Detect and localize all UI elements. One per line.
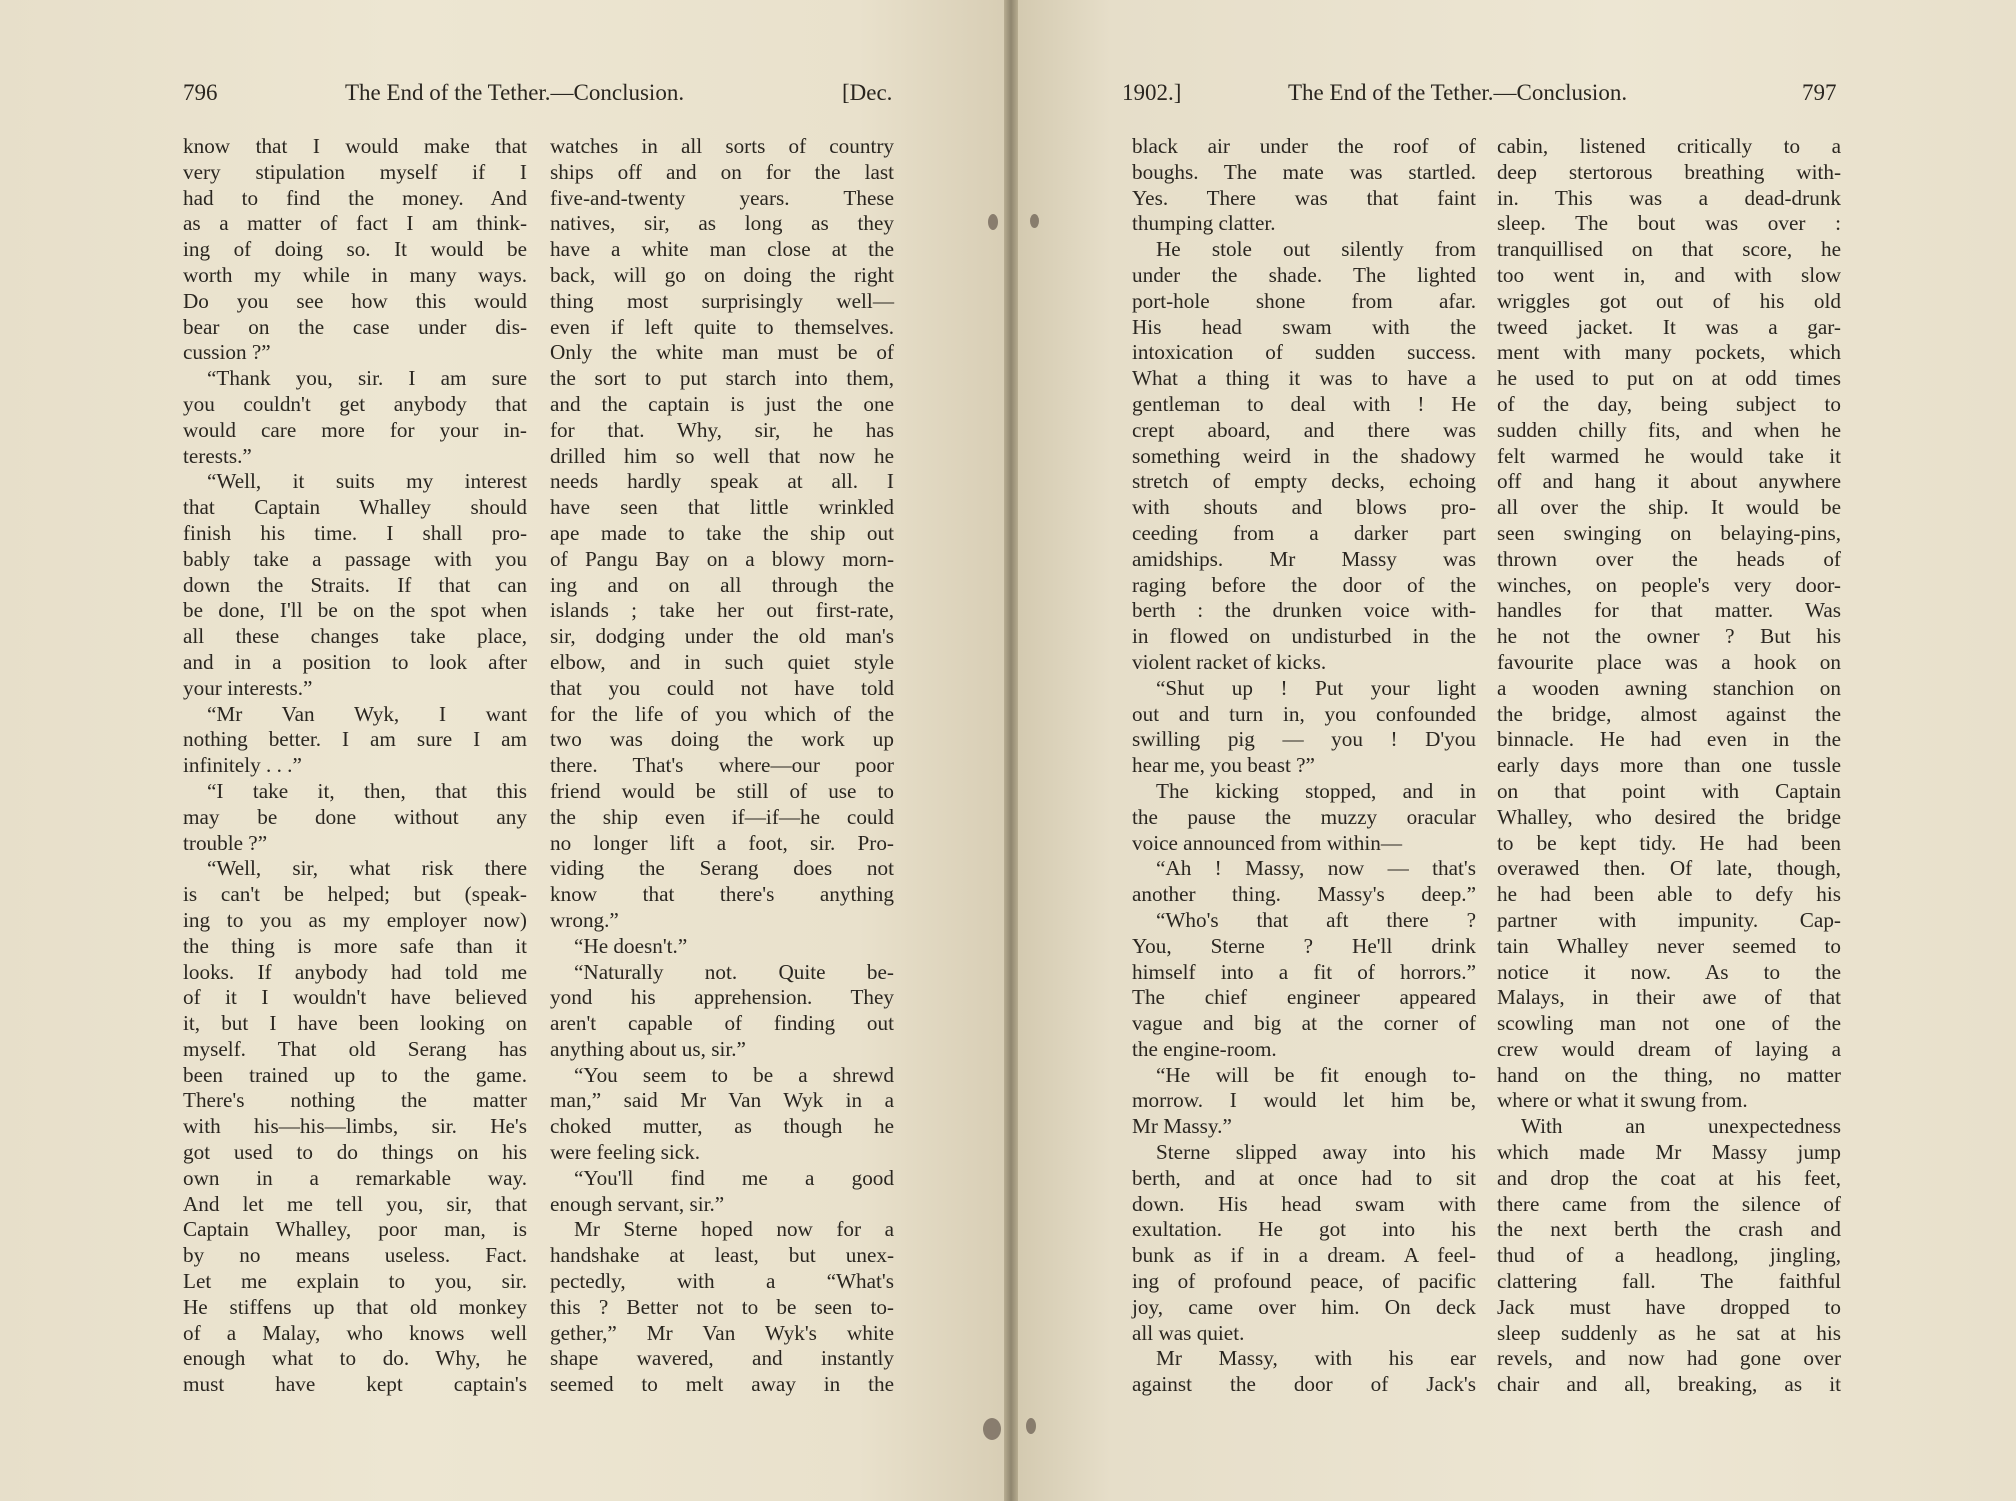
- text-line: Mr Massy, with his ear: [1156, 1346, 1476, 1371]
- text-line: own in a remarkable way.: [183, 1165, 527, 1190]
- text-line: thrown over the heads of: [1497, 546, 1841, 571]
- text-line: stretch of empty decks, echoing: [1132, 469, 1476, 494]
- text-line: ing of profound peace, of pacific: [1132, 1269, 1476, 1294]
- text-line: “He will be fit enough to-: [1156, 1062, 1476, 1087]
- text-line: berth, and at once had to sit: [1132, 1165, 1476, 1190]
- text-line: two was doing the work up: [550, 727, 894, 752]
- text-line: have seen that little wrinkled: [550, 495, 894, 520]
- text-line: raging before the door of the: [1132, 572, 1476, 597]
- text-line: needs hardly speak at all. I: [550, 469, 894, 494]
- text-line: shape wavered, and instantly: [550, 1346, 894, 1371]
- text-line: elbow, and in such quiet style: [550, 649, 894, 674]
- text-line: islands ; take her out first-rate,: [550, 598, 894, 623]
- text-line: partner with impunity. Cap-: [1497, 907, 1841, 932]
- text-line: notice it now. As to the: [1497, 959, 1841, 984]
- text-line: early days more than one tussle: [1497, 753, 1841, 778]
- text-line: seemed to melt away in the: [550, 1372, 894, 1397]
- text-line: “Naturally not. Quite be-: [574, 959, 894, 984]
- text-line: “I take it, then, that this: [207, 778, 527, 803]
- text-line: sleep. The bout was over :: [1497, 211, 1841, 236]
- text-line: got used to do things on his: [183, 1140, 527, 1165]
- text-line: your interests.”: [183, 675, 313, 700]
- text-line: handles for that matter. Was: [1497, 598, 1841, 623]
- text-line: His head swam with the: [1132, 314, 1476, 339]
- text-line: ing to you as my employer now): [183, 907, 527, 932]
- text-line: With an unexpectedness: [1521, 1114, 1841, 1139]
- text-line: exultation. He got into his: [1132, 1217, 1476, 1242]
- text-line: Do you see how this would: [183, 288, 527, 313]
- text-line: thud of a headlong, jingling,: [1497, 1243, 1841, 1268]
- text-line: finish his time. I shall pro-: [183, 520, 527, 545]
- text-line: anything about us, sir.”: [550, 1036, 746, 1061]
- text-line: sir, dodging under the old man's: [550, 624, 894, 649]
- text-line: even if left quite to themselves.: [550, 314, 894, 339]
- text-line: ceeding from a darker part: [1132, 520, 1476, 545]
- text-line: no longer lift a foot, sir. Pro-: [550, 830, 894, 855]
- text-line: “Mr Van Wyk, I want: [207, 701, 527, 726]
- text-line: hand on the thing, no matter: [1497, 1062, 1841, 1087]
- text-line: You, Sterne ? He'll drink: [1132, 933, 1476, 958]
- text-line: bunk as if in a dream. A feel-: [1132, 1243, 1476, 1268]
- text-line: “You'll find me a good: [574, 1165, 894, 1190]
- text-line: it, but I have been looking on: [183, 1011, 527, 1036]
- text-line: down. His head swam with: [1132, 1191, 1476, 1216]
- text-line: and drop the coat at his feet,: [1497, 1165, 1841, 1190]
- text-line: “Well, it suits my interest: [207, 469, 527, 494]
- text-line: under the shade. The lighted: [1132, 262, 1476, 287]
- text-line: there. That's where—our poor: [550, 753, 894, 778]
- text-line: to be kept tidy. He had been: [1497, 830, 1841, 855]
- text-line: port-hole shone from afar.: [1132, 288, 1476, 313]
- text-line: this ? Better not to be seen to-: [550, 1294, 894, 1319]
- text-line: know that I would make that: [183, 134, 527, 158]
- text-line: of Pangu Bay on a blowy morn-: [550, 546, 894, 571]
- text-line: with his—his—limbs, sir. He's: [183, 1114, 527, 1139]
- text-line: sleep suddenly as he sat at his: [1497, 1320, 1841, 1345]
- text-line: where or what it swung from.: [1497, 1088, 1748, 1113]
- text-line: he had been able to defy his: [1497, 882, 1841, 907]
- text-line: have a white man close at the: [550, 237, 894, 262]
- text-line: yond his apprehension. They: [550, 985, 894, 1010]
- text-line: myself. That old Serang has: [183, 1036, 527, 1061]
- text-line: the thing is more safe than it: [183, 933, 527, 958]
- binding-mark: [1030, 214, 1039, 228]
- text-line: all these changes take place,: [183, 624, 527, 649]
- text-line: had to find the money. And: [183, 185, 527, 210]
- text-line: all over the ship. It would be: [1497, 495, 1841, 520]
- text-line: of the day, being subject to: [1497, 391, 1841, 416]
- text-line: something weird in the shadowy: [1132, 443, 1476, 468]
- text-line: may be done without any: [183, 804, 527, 829]
- text-line: must have kept captain's: [183, 1372, 527, 1397]
- text-line: down the Straits. If that can: [183, 572, 527, 597]
- text-line: the sort to put starch into them,: [550, 366, 894, 391]
- text-line: friend would be still of use to: [550, 778, 894, 803]
- text-line: “Thank you, sir. I am sure: [207, 366, 527, 391]
- text-line: The kicking stopped, and in: [1156, 778, 1476, 803]
- text-line: seen swinging on belaying-pins,: [1497, 520, 1841, 545]
- text-line: Only the white man must be of: [550, 340, 894, 365]
- text-line: nothing better. I am sure I am: [183, 727, 527, 752]
- text-line: of a Malay, who knows well: [183, 1320, 527, 1345]
- text-line: favourite place was a hook on: [1497, 649, 1841, 674]
- text-line: as a matter of fact I am think-: [183, 211, 527, 236]
- text-line: gether,” Mr Van Wyk's white: [550, 1320, 894, 1345]
- text-line: “Well, sir, what risk there: [207, 856, 527, 881]
- text-line: he used to put on at odd times: [1497, 366, 1841, 391]
- text-line: watches in all sorts of country: [550, 134, 894, 158]
- text-line: that Captain Whalley should: [183, 495, 527, 520]
- text-line: sudden chilly fits, and when he: [1497, 417, 1841, 442]
- text-line: ships off and on for the last: [550, 159, 894, 184]
- text-line: The chief engineer appeared: [1132, 985, 1476, 1010]
- text-line: viding the Serang does not: [550, 856, 894, 881]
- text-line: binnacle. He had even in the: [1497, 727, 1841, 752]
- text-line: he not the owner ? But his: [1497, 624, 1841, 649]
- text-line: hear me, you beast ?”: [1132, 753, 1315, 778]
- left-column-1: [183, 134, 527, 1398]
- text-line: “Who's that aft there ?: [1156, 907, 1476, 932]
- text-line: looks. If anybody had told me: [183, 959, 527, 984]
- text-line: He stiffens up that old monkey: [183, 1294, 527, 1319]
- text-line: Malays, in their awe of that: [1497, 985, 1841, 1010]
- text-line: terests.”: [183, 443, 252, 468]
- text-line: revels, and now had gone over: [1497, 1346, 1841, 1371]
- text-line: scowling man not one of the: [1497, 1011, 1841, 1036]
- text-line: cussion ?”: [183, 340, 271, 365]
- text-line: voice announced from within—: [1132, 830, 1403, 855]
- text-line: What a thing it was to have a: [1132, 366, 1476, 391]
- text-line: another thing. Massy's deep.”: [1132, 882, 1476, 907]
- text-line: enough what to do. Why, he: [183, 1346, 527, 1371]
- text-line: off and hang it about anywhere: [1497, 469, 1841, 494]
- text-line: And let me tell you, sir, that: [183, 1191, 527, 1216]
- text-line: trouble ?”: [183, 830, 268, 855]
- text-line: crew would dream of laying a: [1497, 1036, 1841, 1061]
- right-column-1: [1132, 134, 1476, 1398]
- text-line: on that point with Captain: [1497, 778, 1841, 803]
- text-line: Mr Sterne hoped now for a: [574, 1217, 894, 1242]
- text-line: berth : the drunken voice with-: [1132, 598, 1476, 623]
- text-line: been trained up to the game.: [183, 1062, 527, 1087]
- text-line: tain Whalley never seemed to: [1497, 933, 1841, 958]
- text-line: handshake at least, but unex-: [550, 1243, 894, 1268]
- text-line: be done, I'll be on the spot when: [183, 598, 527, 623]
- text-line: “You seem to be a shrewd: [574, 1062, 894, 1087]
- left-page-number: 796: [183, 80, 218, 105]
- text-line: would care more for your in-: [183, 417, 527, 442]
- text-line: boughs. The mate was startled.: [1132, 159, 1476, 184]
- text-line: back, will go on doing the right: [550, 262, 894, 287]
- text-line: the bridge, almost against the: [1497, 701, 1841, 726]
- text-line: ape made to take the ship out: [550, 520, 894, 545]
- text-line: ing of doing so. It would be: [183, 237, 527, 262]
- right-running-title: The End of the Tether.—Conclusion.: [1288, 80, 1628, 105]
- text-line: against the door of Jack's: [1132, 1372, 1476, 1397]
- text-line: “He doesn't.”: [574, 933, 688, 958]
- text-line: amidships. Mr Massy was: [1132, 546, 1476, 571]
- text-line: man,” said Mr Van Wyk in a: [550, 1088, 894, 1113]
- text-line: is can't be helped; but (speak-: [183, 882, 527, 907]
- text-line: for the life of you which of the: [550, 701, 894, 726]
- text-line: There's nothing the matter: [183, 1088, 527, 1113]
- text-line: the engine-room.: [1132, 1036, 1277, 1061]
- text-line: know that there's anything: [550, 882, 894, 907]
- text-line: pectedly, with a “What's: [550, 1269, 894, 1294]
- text-line: wrong.”: [550, 907, 619, 932]
- text-line: the pause the muzzy oracular: [1132, 804, 1476, 829]
- left-running-date: [Dec.: [842, 80, 893, 105]
- text-line: He stole out silently from: [1156, 237, 1476, 262]
- text-line: chair and all, breaking, as it: [1497, 1372, 1841, 1397]
- text-line: tweed jacket. It was a gar-: [1497, 314, 1841, 339]
- text-line: bably take a passage with you: [183, 546, 527, 571]
- text-line: crept aboard, and there was: [1132, 417, 1476, 442]
- text-line: by no means useless. Fact.: [183, 1243, 527, 1268]
- text-line: Whalley, who desired the bridge: [1497, 804, 1841, 829]
- binding-mark: [983, 1418, 1001, 1440]
- text-line: were feeling sick.: [550, 1140, 701, 1165]
- text-line: infinitely . . .”: [183, 753, 302, 778]
- right-running-date: 1902.]: [1122, 80, 1182, 105]
- text-line: aren't capable of finding out: [550, 1011, 894, 1036]
- text-line: five-and-twenty years. These: [550, 185, 894, 210]
- text-line: “Ah ! Massy, now — that's: [1156, 856, 1476, 881]
- text-line: with shouts and blows pro-: [1132, 495, 1476, 520]
- text-line: all was quiet.: [1132, 1320, 1245, 1345]
- text-line: wriggles got out of his old: [1497, 288, 1841, 313]
- text-line: worth my while in many ways.: [183, 262, 527, 287]
- text-line: there came from the silence of: [1497, 1191, 1841, 1216]
- text-line: in. This was a dead-drunk: [1497, 185, 1841, 210]
- binding-mark: [988, 214, 998, 230]
- text-line: drilled him so well that now he: [550, 443, 894, 468]
- text-line: which made Mr Massy jump: [1497, 1140, 1841, 1165]
- text-line: out and turn in, you confounded: [1132, 701, 1476, 726]
- text-line: himself into a fit of horrors.”: [1132, 959, 1476, 984]
- text-line: the next berth the crash and: [1497, 1217, 1841, 1242]
- text-line: vague and big at the corner of: [1132, 1011, 1476, 1036]
- text-line: a wooden awning stanchion on: [1497, 675, 1841, 700]
- text-line: too went in, and with slow: [1497, 262, 1841, 287]
- text-line: swilling pig — you ! D'you: [1132, 727, 1476, 752]
- text-line: natives, sir, as long as they: [550, 211, 894, 236]
- text-line: choked mutter, as though he: [550, 1114, 894, 1139]
- text-line: Jack must have dropped to: [1497, 1294, 1841, 1319]
- text-line: ing and on all through the: [550, 572, 894, 597]
- text-line: “Shut up ! Put your light: [1156, 675, 1476, 700]
- text-line: Yes. There was that faint: [1132, 185, 1476, 210]
- text-line: the ship even if—if—he could: [550, 804, 894, 829]
- text-line: thing most surprisingly well—: [550, 288, 894, 313]
- text-line: and the captain is just the one: [550, 391, 894, 416]
- text-line: deep stertorous breathing with-: [1497, 159, 1841, 184]
- text-line: violent racket of kicks.: [1132, 649, 1327, 674]
- text-line: thumping clatter.: [1132, 211, 1276, 236]
- text-line: very stipulation myself if I: [183, 159, 527, 184]
- text-line: in flowed on undisturbed in the: [1132, 624, 1476, 649]
- text-line: intoxication of sudden success.: [1132, 340, 1476, 365]
- left-running-title: The End of the Tether.—Conclusion.: [345, 80, 685, 105]
- text-line: of it I wouldn't have believed: [183, 985, 527, 1010]
- text-line: Mr Massy.”: [1132, 1114, 1232, 1139]
- left-column-2: [550, 134, 894, 1398]
- text-line: black air under the roof of: [1132, 134, 1476, 158]
- book-gutter: [1004, 0, 1018, 1501]
- text-line: that you could not have told: [550, 675, 894, 700]
- text-line: tranquillised on that score, he: [1497, 237, 1841, 262]
- text-line: Captain Whalley, poor man, is: [183, 1217, 527, 1242]
- text-line: for that. Why, sir, he has: [550, 417, 894, 442]
- text-line: joy, came over him. On deck: [1132, 1294, 1476, 1319]
- binding-mark: [1026, 1418, 1036, 1434]
- text-line: winches, on people's very door-: [1497, 572, 1841, 597]
- text-line: morrow. I would let him be,: [1132, 1088, 1476, 1113]
- text-line: Let me explain to you, sir.: [183, 1269, 527, 1294]
- text-line: gentleman to deal with ! He: [1132, 391, 1476, 416]
- text-line: bear on the case under dis-: [183, 314, 527, 339]
- text-line: enough servant, sir.”: [550, 1191, 725, 1216]
- text-line: felt warmed he would take it: [1497, 443, 1841, 468]
- text-line: cabin, listened critically to a: [1497, 134, 1841, 158]
- right-column-2: [1497, 134, 1841, 1398]
- text-line: overawed then. Of late, though,: [1497, 856, 1841, 881]
- right-page: [1010, 0, 2016, 1501]
- text-line: clattering fall. The faithful: [1497, 1269, 1841, 1294]
- text-line: and in a position to look after: [183, 649, 527, 674]
- text-line: ment with many pockets, which: [1497, 340, 1841, 365]
- text-line: you couldn't get anybody that: [183, 391, 527, 416]
- right-page-number: 797: [1802, 80, 1837, 105]
- text-line: Sterne slipped away into his: [1156, 1140, 1476, 1165]
